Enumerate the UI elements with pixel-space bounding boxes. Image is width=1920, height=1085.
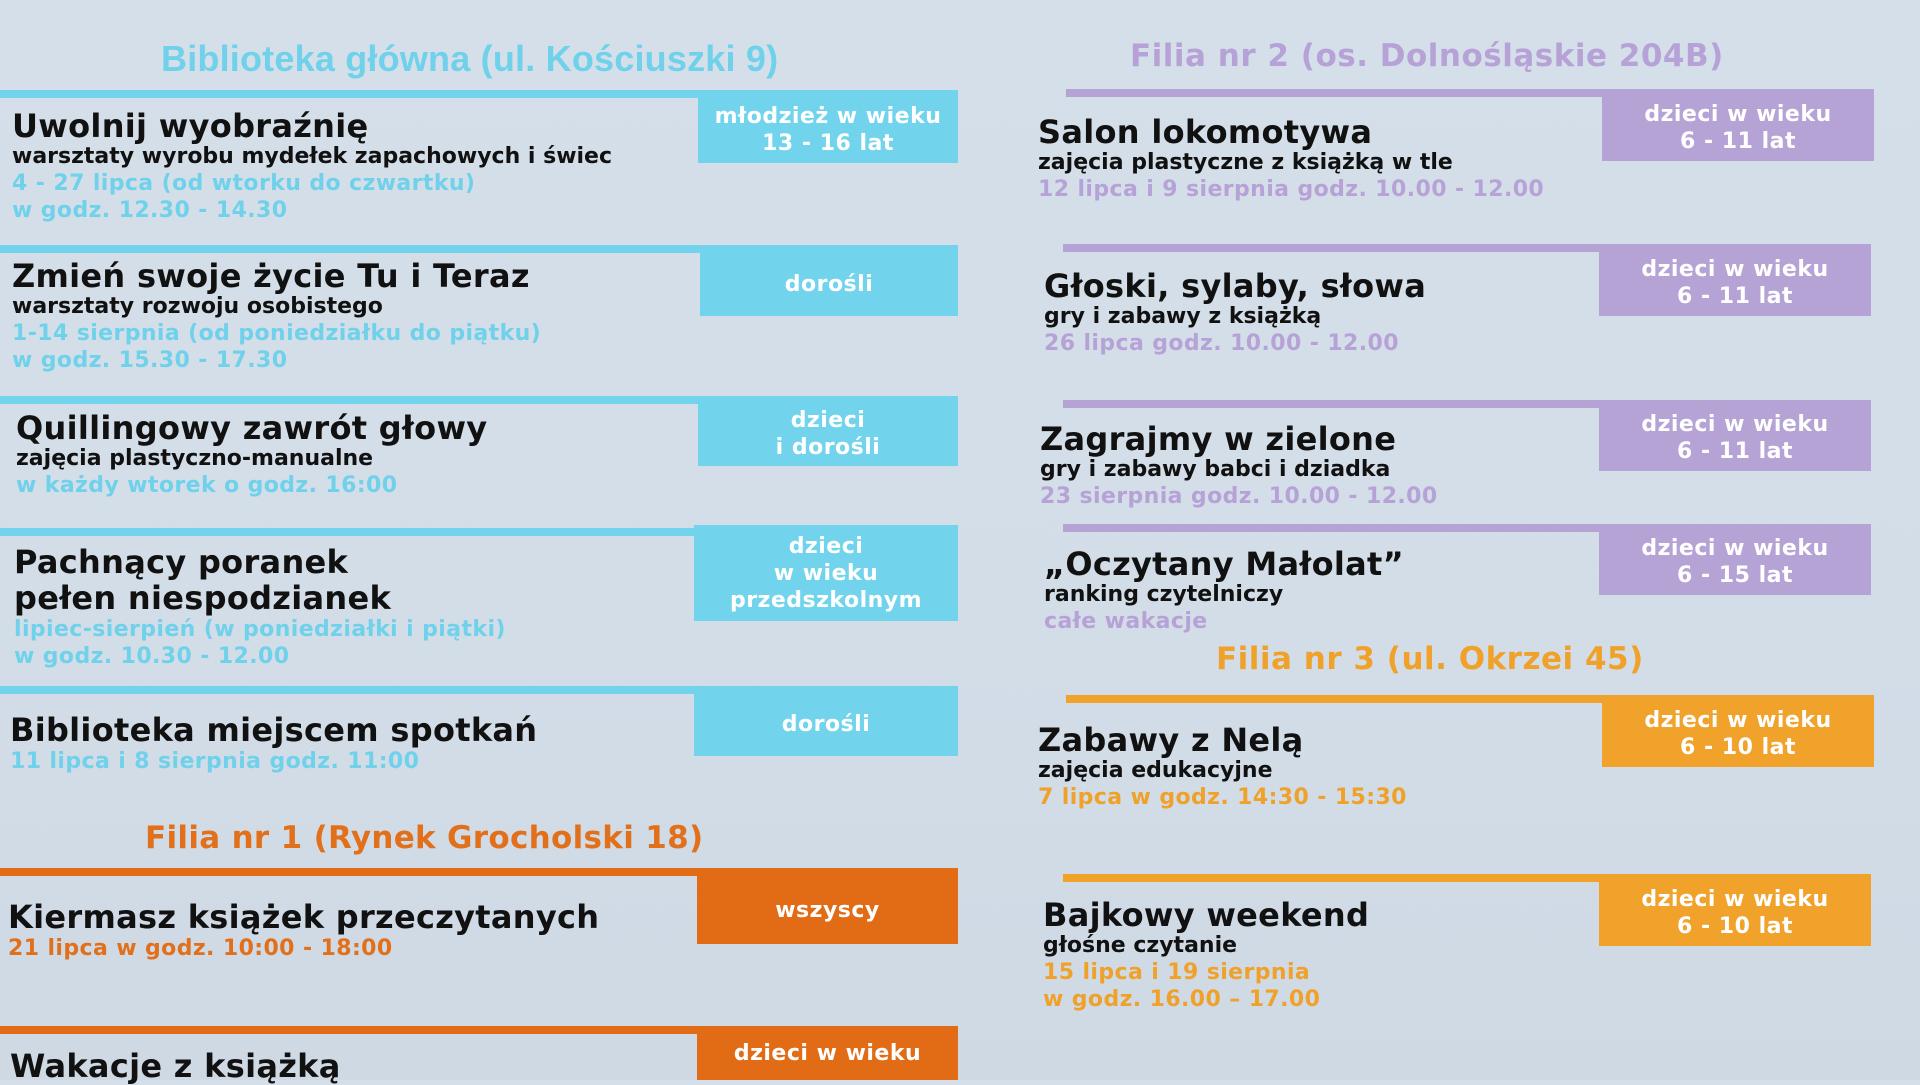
audience-badge: dzieci w wieku 6 - 11 lat — [1599, 250, 1871, 316]
main-library-heading: Biblioteka główna (ul. Kościuszki 9) — [161, 38, 779, 79]
event-date: w każdy wtorek o godz. 16:00 — [16, 473, 398, 498]
event-time: w godz. 12.30 - 14.30 — [12, 198, 288, 223]
event-subtitle: głośne czytanie — [1043, 933, 1238, 958]
event-title: Pachnący poranek — [14, 543, 349, 581]
event-title: Zagrajmy w zielone — [1040, 420, 1397, 458]
audience-badge: dorośli — [700, 252, 958, 316]
event-title: Kiermasz książek przeczytanych — [8, 898, 600, 936]
event-salon-lokomotywa — [1038, 114, 1544, 203]
event-subtitle: ranking czytelniczy — [1044, 582, 1284, 607]
event-title: „Oczytany Małolat” — [1044, 545, 1404, 583]
event-subtitle: zajęcia plastyczne z książką w tle — [1038, 150, 1453, 175]
event-subtitle: zajęcia edukacyjne — [1038, 758, 1273, 783]
audience-badge: dzieci w wieku 6 - 11 lat — [1602, 95, 1874, 161]
event-bajkowy-weekend — [1043, 897, 1369, 1013]
event-date: 21 lipca w godz. 10:00 - 18:00 — [8, 936, 393, 961]
event-title: Salon lokomotywa — [1038, 113, 1373, 151]
audience-badge: dzieci w wieku 6 - 15 lat — [1599, 529, 1871, 595]
event-time: w godz. 10.30 - 12.00 — [14, 644, 290, 669]
event-subtitle: warsztaty wyrobu mydełek zapachowych i świec — [12, 144, 613, 169]
event-zabawy-z-nela — [1038, 722, 1407, 811]
branch-2-heading: Filia nr 2 (os. Dolnośląskie 204B) — [1130, 38, 1724, 74]
event-pachnacy-poranek — [14, 544, 506, 670]
event-date: 1-14 sierpnia (od poniedziałku do piątku) — [12, 321, 542, 346]
event-title: Wakacje z książką — [10, 1047, 341, 1085]
divider-line — [0, 868, 958, 876]
audience-badge: dorośli — [694, 692, 958, 756]
event-zmien-swoje-zycie — [12, 258, 541, 374]
audience-badge: dzieci w wieku 6 - 10 lat — [1599, 880, 1871, 946]
event-date: 11 lipca i 8 sierpnia godz. 11:00 — [10, 749, 420, 774]
event-uwolnij-wyobraznie — [12, 108, 612, 224]
event-oczytany-malolat — [1044, 546, 1404, 635]
event-zagrajmy-w-zielone — [1040, 421, 1438, 510]
event-title: Zmień swoje życie Tu i Teraz — [12, 257, 530, 295]
audience-badge: wszyscy — [697, 876, 958, 944]
event-date: 26 lipca godz. 10.00 - 12.00 — [1044, 331, 1399, 356]
event-date: 7 lipca w godz. 14:30 - 15:30 — [1038, 785, 1407, 810]
audience-badge: dzieci w wieku przedszkolnym — [694, 525, 958, 621]
event-gloski-sylaby-slowa — [1044, 268, 1426, 357]
event-title: Biblioteka miejscem spotkań — [10, 711, 538, 749]
event-title-line-2: pełen niespodzianek — [14, 579, 392, 617]
audience-badge: dzieci w wieku 6 - 10 lat — [1602, 701, 1874, 767]
branch-1-heading: Filia nr 1 (Rynek Grocholski 18) — [145, 820, 704, 856]
event-wakacje-z-ksiazka — [10, 1048, 341, 1084]
event-subtitle: zajęcia plastyczno-manualne — [16, 446, 374, 471]
event-title: Zabawy z Nelą — [1038, 721, 1304, 759]
event-kiermasz-ksiazek — [8, 899, 599, 962]
event-quillingowy-zawrot — [16, 410, 487, 499]
branch-3-heading: Filia nr 3 (ul. Okrzei 45) — [1216, 641, 1644, 677]
event-date: 12 lipca i 9 sierpnia godz. 10.00 - 12.00 — [1038, 177, 1545, 202]
audience-badge: dzieci w wieku — [697, 1032, 958, 1080]
event-time: w godz. 15.30 - 17.30 — [12, 348, 288, 373]
event-biblioteka-miejscem-spotkan — [10, 712, 537, 775]
event-subtitle: gry i zabawy z książką — [1044, 304, 1322, 329]
event-time: w godz. 16.00 – 17.00 — [1043, 987, 1321, 1012]
audience-badge: młodzież w wieku 13 - 16 lat — [698, 97, 958, 163]
event-title: Głoski, sylaby, słowa — [1044, 267, 1427, 305]
event-title: Quillingowy zawrót głowy — [16, 409, 488, 447]
event-subtitle: warsztaty rozwoju osobistego — [12, 294, 383, 319]
event-subtitle: gry i zabawy babci i dziadka — [1040, 457, 1391, 482]
event-title: Bajkowy weekend — [1043, 896, 1370, 934]
audience-badge: dzieci i dorośli — [698, 402, 958, 466]
audience-badge: dzieci w wieku 6 - 11 lat — [1599, 405, 1871, 471]
event-date: 15 lipca i 19 sierpnia — [1043, 960, 1311, 985]
event-title: Uwolnij wyobraźnię — [12, 107, 369, 145]
event-date: 23 sierpnia godz. 10.00 - 12.00 — [1040, 484, 1438, 509]
event-date: lipiec-sierpień (w poniedziałki i piątki) — [14, 617, 506, 642]
event-date: całe wakacje — [1044, 609, 1208, 634]
event-date: 4 - 27 lipca (od wtorku do czwartku) — [12, 171, 476, 196]
